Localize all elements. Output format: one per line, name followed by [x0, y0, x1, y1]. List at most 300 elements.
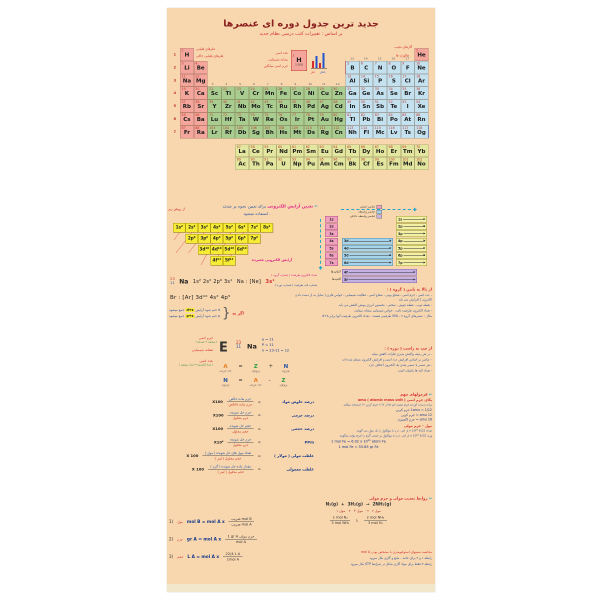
- eno: 1): [169, 519, 174, 524]
- gnum: 7: [266, 82, 269, 87]
- flabel: درصد جرمی: [291, 413, 314, 418]
- element-cell-Tm: [401, 144, 415, 157]
- symbol-label: نشانه شیمیایی: [191, 348, 213, 352]
- en: 48: [333, 100, 338, 105]
- element-cell-Mc: [373, 125, 387, 138]
- azncol: [247, 377, 264, 387]
- gnum: 12: [335, 82, 340, 87]
- bd2: [342, 252, 393, 259]
- bar-baseline: [311, 68, 327, 69]
- valence-rule-block: [169, 307, 244, 319]
- flabel: درصد خلوص مواد: [282, 399, 314, 404]
- element-cell-V: [235, 87, 249, 100]
- span: 2NH₃(g): [372, 502, 392, 507]
- gnum: 15: [377, 57, 382, 61]
- pnum: 2: [173, 64, 177, 70]
- element-cell-Y: [208, 100, 222, 113]
- en: 75: [264, 113, 269, 117]
- es: Bi: [377, 116, 384, 123]
- op: =: [238, 377, 243, 383]
- es: Hf: [224, 116, 232, 123]
- teal: ⇐: [428, 392, 432, 397]
- es: Zn: [334, 90, 343, 97]
- cz: 11: [236, 344, 242, 349]
- es: Eu: [321, 147, 329, 155]
- abox: 2s²: [186, 223, 199, 233]
- element-cell-Xe: [415, 100, 429, 113]
- es: Y: [212, 103, 217, 110]
- en: 40: [222, 100, 228, 105]
- valence-period-annotation: شماره لایه ظرفیت ( شماره دوره ): [274, 284, 317, 287]
- element-cell-Tc: [263, 100, 277, 113]
- element-cell-Be: [194, 61, 208, 74]
- span: →: [365, 502, 370, 507]
- span: فرمولهای مهم: [400, 392, 428, 397]
- element-cell-Mg: [194, 74, 208, 87]
- abox: 3d¹⁰: [198, 245, 211, 255]
- element-cell-Bk: [346, 157, 360, 170]
- es: At: [404, 116, 412, 123]
- gnum: 16: [391, 57, 396, 61]
- es: Cm: [333, 160, 344, 168]
- en: 54: [416, 100, 421, 105]
- en: 94: [305, 157, 310, 162]
- element-cell-Se: [387, 87, 401, 100]
- es: Ho: [375, 147, 385, 155]
- en: 84: [388, 113, 393, 117]
- es: Pd: [307, 103, 316, 110]
- span: جمع میشود: [169, 308, 185, 312]
- element-cell-Fe: [277, 87, 291, 100]
- element-cell-Pr: [263, 144, 277, 157]
- element-cell-Rg: [318, 125, 332, 138]
- span: +: [348, 509, 352, 513]
- mol-desc2: وزن 6.02 x 10²³ از اتم ، ذره یا مولکول بر حسب گرم را جرم مولی میگویند: [339, 434, 432, 438]
- oA: A: [253, 377, 258, 384]
- span: 3H₂(g): [347, 502, 363, 507]
- es: Mo: [251, 103, 261, 110]
- frac: [330, 516, 350, 526]
- div: عناصر واسطه داخلی: [350, 215, 376, 218]
- abox: 7p⁶: [248, 234, 261, 244]
- element-cell-No: [415, 157, 429, 170]
- en: 97: [347, 157, 352, 162]
- en: 64: [333, 144, 338, 149]
- es: W: [252, 116, 259, 123]
- frac: [228, 411, 254, 421]
- es: Li: [184, 64, 190, 71]
- aufbau-heading-rest: برای تعیین نحوه پر شدن: [222, 204, 267, 209]
- es: Gd: [334, 147, 343, 155]
- en: 66: [360, 144, 366, 149]
- element-cell-Fl: [359, 125, 373, 138]
- element-cell-Ni: [304, 87, 318, 100]
- blgrow: [350, 210, 382, 214]
- fnum: جرم حل شونده: [228, 438, 254, 443]
- es: Ba: [196, 116, 205, 123]
- en: 85: [402, 113, 407, 117]
- en: 96: [333, 157, 338, 162]
- frac: [364, 516, 387, 526]
- element-cell-K: [180, 87, 194, 100]
- element-cell-C: [359, 61, 373, 74]
- fmult: X100: [212, 426, 224, 431]
- block-legend: [350, 205, 382, 219]
- valence-group-annotation: تعداد الکترون ظرفیت ( شماره گروه ): [271, 274, 317, 277]
- element-cell-Cs: [180, 113, 194, 126]
- alkaline-earth-label: فلزهای قلیایی خاکی: [196, 54, 224, 58]
- en: 111: [319, 125, 326, 130]
- es: Pt: [307, 116, 315, 123]
- bs: 7s: [325, 260, 338, 267]
- fmult: X10⁶: [213, 440, 224, 445]
- es: In: [349, 103, 356, 110]
- flabel: غلظت معمولی: [286, 467, 314, 472]
- frow: [167, 465, 317, 475]
- element-cell-Ca: [194, 87, 208, 100]
- element-cell-I: [401, 100, 415, 113]
- element-cell-Cd: [332, 100, 346, 113]
- bp: [396, 252, 427, 259]
- es: Ce: [252, 147, 260, 155]
- pnum: 4: [173, 90, 177, 96]
- i: نوترون: [221, 383, 230, 387]
- aufbau-heading-main: تعیین آرایش الکترونی: [267, 204, 314, 209]
- amu-title: یکای جرم اتمی ( atomic mass unit ) amu: [357, 398, 432, 402]
- note-relations-12: رابطه ۱ و ۲ برای جامد ، مایع و گازی بکار میرود: [369, 556, 432, 560]
- es: Mg: [195, 77, 206, 84]
- condensed-config-label: آرایش الکترونی فشرده: [251, 258, 293, 262]
- poster-title: جدید ترین جدول دوره ای عنصرها: [223, 18, 379, 29]
- en: 78: [305, 113, 310, 117]
- pnum: 7: [173, 129, 177, 134]
- aufbau-heading-line2: استفاده میشود .: [243, 211, 271, 216]
- arr: [404, 241, 425, 242]
- bp: [396, 216, 427, 223]
- es: Fl: [363, 128, 370, 136]
- bar-icon: [323, 53, 325, 68]
- es: Sb: [376, 103, 385, 110]
- azncol: [217, 363, 234, 373]
- chemistry-poster: [167, 8, 435, 592]
- en: 47: [319, 100, 324, 105]
- es: Og: [417, 128, 426, 136]
- es: Fe: [279, 90, 288, 97]
- es: U: [281, 160, 286, 168]
- bl: 6d: [344, 260, 349, 265]
- element-cell-In: [346, 100, 360, 113]
- es: Ge: [362, 90, 371, 97]
- fden: جرم ماده ناخالص: [228, 402, 253, 407]
- en: 25: [264, 87, 269, 92]
- span: d ختم شود آرایش: [195, 308, 221, 312]
- bl: 1s: [398, 217, 403, 222]
- azn-formula: [217, 363, 294, 373]
- es: Np: [293, 160, 302, 168]
- en: 55: [181, 113, 186, 117]
- es: As: [376, 90, 384, 97]
- en: 23: [236, 87, 241, 92]
- arr: [350, 241, 391, 242]
- lkey: [377, 215, 383, 219]
- mass-sublabel: ( پروتون + نوترون ): [195, 340, 217, 344]
- element-cell-Zn: [332, 87, 346, 100]
- en: 65: [347, 144, 352, 149]
- en: 51: [374, 100, 379, 105]
- elhs: mol B = mol A x: [186, 519, 225, 525]
- oN: N: [283, 363, 289, 370]
- en: 72: [222, 113, 228, 117]
- element-cell-Ag: [318, 100, 332, 113]
- amu-desc: برای بدست آوردن جرم نسبی اتم ها از ۱/۱۲ جرم کربن ۱۲ استفاده میکنند: [343, 403, 432, 407]
- es: Mn: [265, 90, 275, 97]
- feq: =: [257, 399, 261, 404]
- en: 71: [209, 113, 214, 117]
- en: 33: [374, 87, 379, 92]
- legend-example-number: 1: [292, 53, 295, 58]
- abox: 4d¹⁰: [211, 245, 224, 255]
- bar-icon: [316, 56, 318, 68]
- span: [169, 307, 220, 319]
- span: +: [341, 502, 345, 507]
- legend-metal: فلز: [311, 71, 315, 74]
- oZ: Z: [253, 363, 258, 370]
- gnum: 9: [294, 82, 297, 87]
- span: p ختم شود آرایش: [195, 314, 221, 318]
- element-cell-F: [401, 61, 415, 74]
- i: پروتون: [251, 369, 260, 373]
- en: 1: [181, 48, 184, 53]
- eden: ضریب mol A: [231, 522, 252, 527]
- element-cell-Re: [263, 113, 277, 126]
- es: Db: [237, 128, 247, 136]
- noble-gases-label: گازهای نجیب: [394, 45, 412, 49]
- important-title: [285, 392, 432, 397]
- en: 12: [195, 74, 200, 79]
- es: Cl: [404, 77, 411, 84]
- i: عدد جرمی: [219, 369, 232, 373]
- es: Cf: [363, 160, 370, 168]
- element-cell-Ac: [235, 157, 249, 170]
- element-cell-Br: [401, 87, 415, 100]
- bl: 2p: [398, 224, 403, 229]
- eqline: 16 amu = جرم اکسیژن: [397, 417, 432, 422]
- element-cell-Nh: [346, 125, 360, 138]
- bp: [396, 223, 427, 230]
- bs: 1s: [325, 216, 338, 223]
- fe-example-1: 1 mol Fe = 6.02 x 10²³ atom Fe: [331, 439, 386, 444]
- en: 69: [402, 144, 407, 149]
- en: 76: [278, 113, 283, 117]
- es: Os: [279, 116, 288, 123]
- en: 106: [250, 125, 257, 130]
- elhs: L A = mol A x: [187, 554, 220, 560]
- bl: 3d: [344, 239, 349, 243]
- en: 113: [347, 125, 354, 130]
- aufbau-heading: [177, 204, 318, 209]
- es: Rg: [320, 128, 329, 136]
- element-cell-Cu: [318, 87, 332, 100]
- eden: 3 mol NH₃: [331, 521, 350, 525]
- es: Cs: [183, 116, 191, 123]
- op: +: [268, 363, 273, 369]
- es: Th: [252, 160, 260, 168]
- en: 22: [222, 87, 228, 92]
- element-cell-Mo: [249, 100, 263, 113]
- element-cell-W: [249, 113, 263, 126]
- eden: 3 mol H₂: [367, 521, 383, 525]
- rule-intro: اگر به: [232, 310, 244, 316]
- element-cell-Ar: [415, 74, 429, 87]
- arr: [350, 248, 391, 249]
- en: 44: [278, 100, 283, 105]
- en: 117: [402, 125, 409, 130]
- arr: [350, 263, 391, 264]
- feq: =: [257, 426, 261, 431]
- element-cell-Nd: [277, 144, 291, 157]
- es: Rh: [293, 103, 302, 110]
- element-cell-Sr: [194, 100, 208, 113]
- element-cell-Ge: [359, 87, 373, 100]
- element-cell-Er: [387, 144, 401, 157]
- sodium-configuration: [170, 277, 275, 285]
- en: 62: [305, 144, 310, 149]
- frac: [227, 424, 254, 434]
- es: Ga: [348, 90, 357, 97]
- teal: ⇐: [428, 496, 432, 501]
- arr: [404, 255, 425, 256]
- en: 104: [222, 125, 230, 130]
- es: Sm: [306, 147, 316, 155]
- en: 45: [291, 100, 297, 105]
- abox: 8s²: [261, 223, 274, 233]
- es: Sn: [362, 103, 371, 110]
- legend-mass: جرم اتمی میانگین: [263, 64, 288, 68]
- element-cell-N: [373, 61, 387, 74]
- arr: [349, 280, 415, 281]
- es: Hg: [334, 116, 343, 123]
- element-cell-Ho: [373, 144, 387, 157]
- example-symbol: Na: [247, 343, 257, 351]
- en: 82: [360, 113, 366, 117]
- element-cell-Pb: [359, 113, 373, 126]
- stoichiometry-notes: [285, 550, 432, 568]
- en: 92: [278, 157, 283, 162]
- element-letter-E: E: [219, 340, 228, 355]
- abox: 5p⁶: [223, 234, 236, 244]
- na-short-config: Na : [Ne]: [236, 279, 262, 285]
- element-cell-Dy: [359, 144, 373, 157]
- en: 18: [416, 74, 421, 79]
- flabel: غلظت مولی ( مولار ): [274, 453, 314, 458]
- gnum: 6: [253, 82, 255, 87]
- en: 57: [236, 144, 241, 149]
- en: 56: [195, 113, 200, 117]
- gnum: 17: [405, 57, 410, 61]
- en: 50: [360, 100, 366, 105]
- element-cell-Tl: [346, 113, 360, 126]
- na-mass-number: 23: [170, 276, 175, 281]
- span: جمع میشود: [169, 314, 185, 318]
- es: Ra: [196, 128, 205, 136]
- legend-nonmetal: نافلز: [320, 71, 326, 74]
- en: 32: [360, 87, 366, 92]
- es: O: [391, 64, 397, 71]
- op: -: [268, 377, 271, 383]
- naz-formula: [217, 377, 292, 387]
- en: 20: [195, 87, 200, 92]
- element-cell-Mt: [290, 125, 304, 138]
- pnum: 3: [173, 77, 177, 83]
- legend-atomic-number: عدد اتمی: [275, 51, 288, 55]
- span: ۳ مول: [354, 509, 363, 513]
- en: 67: [374, 144, 379, 149]
- es: Nb: [237, 103, 247, 110]
- element-cell-Sn: [359, 100, 373, 113]
- gnum: 11: [322, 82, 326, 87]
- element-cell-Ce: [249, 144, 263, 157]
- es: F: [405, 64, 410, 71]
- periodic-table: [172, 44, 430, 172]
- en: 101: [402, 157, 409, 162]
- en: 87: [181, 125, 186, 130]
- eword: جرم: [177, 537, 183, 542]
- bl: 4p: [398, 239, 403, 243]
- es: Si: [363, 77, 370, 84]
- frac: [202, 451, 253, 461]
- bromine-configuration: Br : [Ar] 3d¹⁰ 4s² 4p⁵: [170, 294, 231, 301]
- es: Na: [182, 77, 192, 84]
- es: Cr: [252, 90, 260, 97]
- na-valence: 3s¹: [265, 279, 275, 285]
- element-cell-Ra: [194, 125, 208, 138]
- es: N: [377, 64, 383, 71]
- es: Tl: [349, 116, 356, 123]
- gnum: 8: [280, 82, 283, 87]
- en: 4: [195, 61, 198, 66]
- en: 109: [291, 125, 299, 130]
- element-cell-La: [235, 144, 249, 157]
- en: 105: [236, 125, 243, 130]
- mol-ratio-fractions: [285, 516, 432, 526]
- titem: - عناصر بر اساس افزایش عدد اتمی و افزایش الکترون منظم شده اند: [342, 358, 432, 362]
- en: 115: [374, 125, 381, 130]
- abox: 5s²: [223, 223, 236, 233]
- abox: 1s²: [173, 223, 186, 233]
- ratio-title: [285, 496, 432, 501]
- span: →: [365, 509, 369, 513]
- aufbau-side-note: از روش زیر: [168, 207, 186, 211]
- element-cell-Cm: [332, 157, 346, 170]
- gnum: 4: [225, 82, 228, 87]
- es: Dy: [362, 147, 371, 155]
- bl: 5p: [398, 246, 403, 251]
- es: He: [417, 51, 426, 58]
- en: 46: [305, 100, 310, 105]
- bs: 6s: [325, 252, 338, 259]
- abox: 5d¹⁰: [223, 245, 236, 255]
- es: Cu: [320, 90, 329, 97]
- es: Ar: [418, 77, 425, 84]
- en: 58: [250, 144, 255, 149]
- es: H: [184, 51, 190, 58]
- fden: جرم محلول: [232, 443, 249, 447]
- en: 112: [333, 125, 340, 130]
- es: Lu: [210, 116, 219, 123]
- alkali-metals-label: فلزهای قلیایی: [196, 47, 215, 51]
- es: Sr: [197, 103, 205, 110]
- element-cell-Mn: [263, 87, 277, 100]
